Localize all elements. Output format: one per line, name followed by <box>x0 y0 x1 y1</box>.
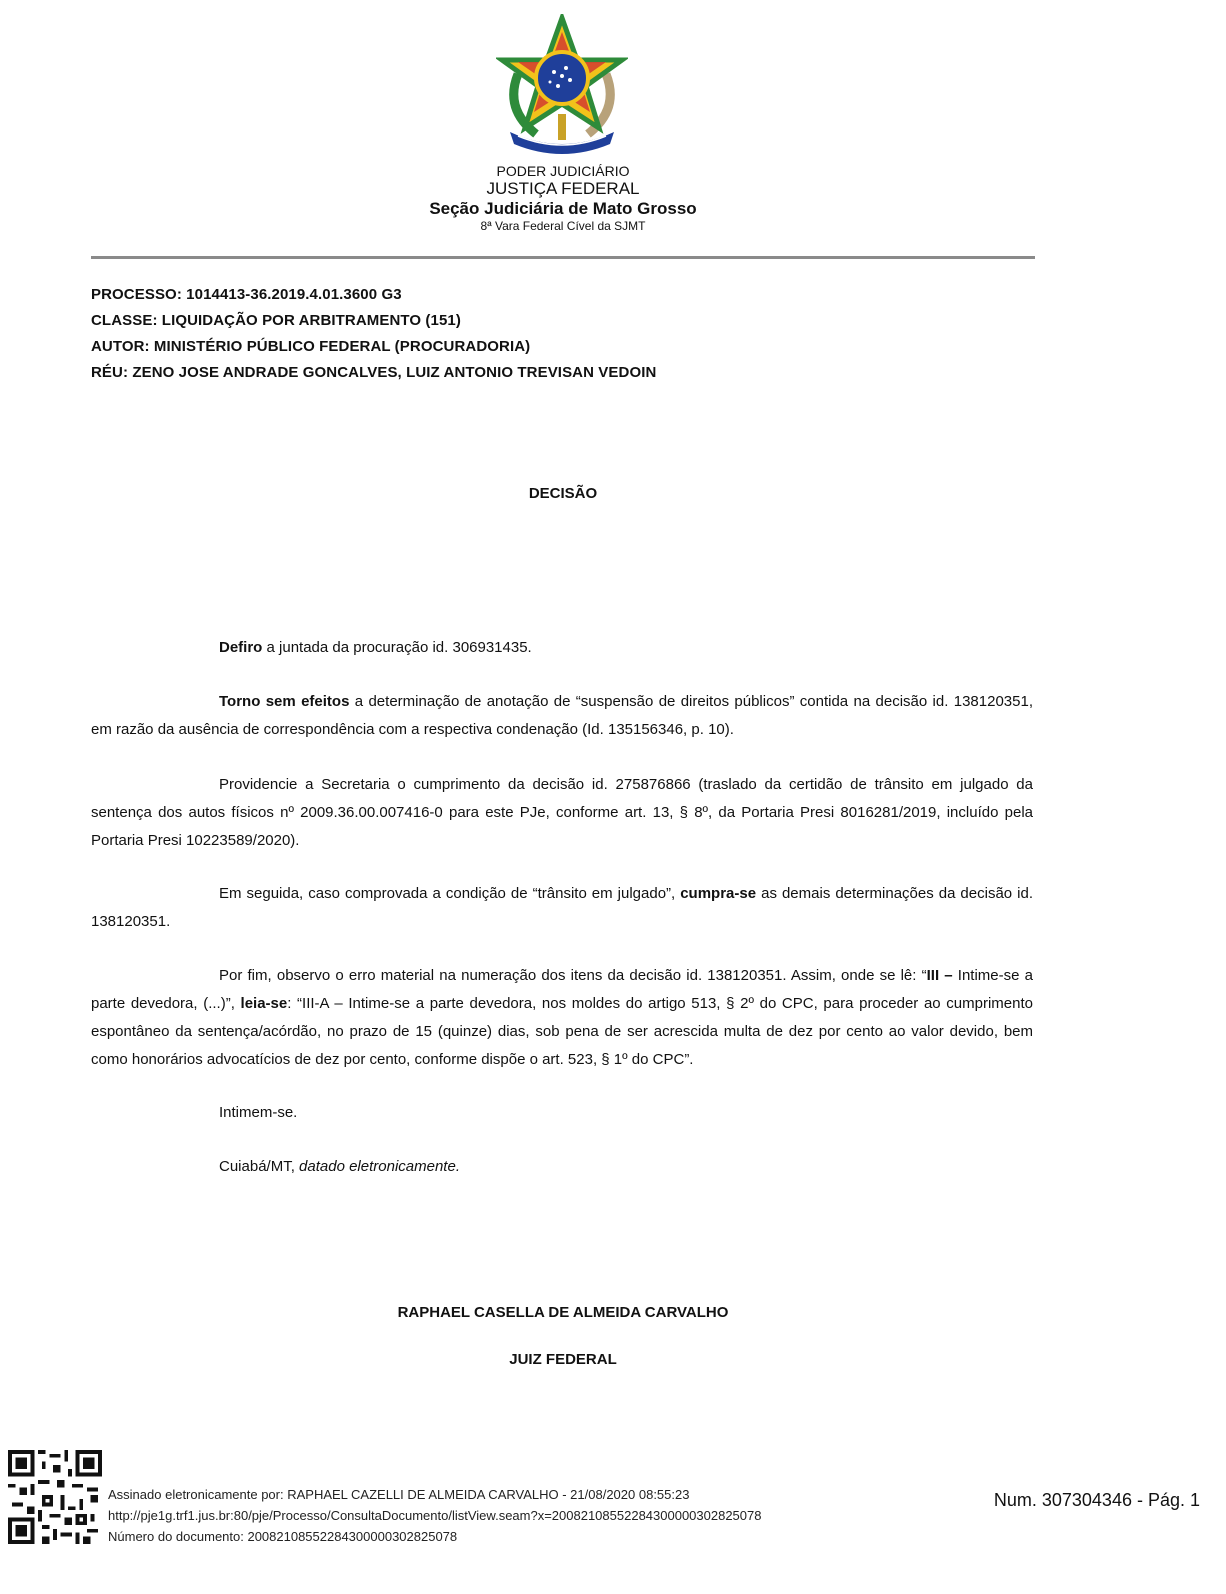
paragraph-5 <box>91 962 1033 1074</box>
p5-text-c: : “III-A – Intime-se a parte devedora, nos moldes do artigo 513, § 2º do CPC, para proceder ao cumprimento espontâneo da sentença/acórdão, no prazo de 15 (quinze) dias, sob pena de ser acrescida multa de dez por cento ao valor devido, bem como honorários advocatícios de dez por cento, conforme dispõe o art. 523, § 1º do CPC”. <box>91 995 1033 1068</box>
p5-bold-1: III – <box>926 967 953 984</box>
p5-text-b: Intime-se a parte devedora, (...)”, <box>91 967 1033 1012</box>
paragraph-2 <box>91 688 1033 744</box>
footer-url-link[interactable]: http://pje1g.trf1.jus.br:80/pje/Processo/ConsultaDocumento/listView.seam?x=20082108552284300000302825078 <box>108 1508 762 1523</box>
page-number: Num. 307304346 - Pág. 1 <box>993 1490 1200 1510</box>
paragraph-7 <box>91 1153 1033 1181</box>
paragraph-4 <box>91 880 1033 936</box>
header-line-poder: PODER JUDICIÁRIO <box>496 163 630 179</box>
p2-text: a determinação de anotação de “suspensão de direitos públicos” contida na decisão id. 138120351, em razão da ausência de correspondência com a respectiva condenação (Id. 135156346, p. 10). <box>91 693 1033 738</box>
p4-text-b: as demais determinações da decisão id. 138120351. <box>91 885 1033 930</box>
header-line-vara: 8ª Vara Federal Cível da SJMT <box>480 219 646 233</box>
case-classe: CLASSE: LIQUIDAÇÃO POR ARBITRAMENTO (151) <box>91 312 461 329</box>
p1-text: a juntada da procuração id. 306931435. <box>262 639 532 656</box>
header-divider <box>91 256 1035 259</box>
p7-text: Cuiabá/MT, <box>219 1158 300 1175</box>
p2-bold: Torno sem efeitos <box>219 693 350 710</box>
p4-bold: cumpra-se <box>680 885 757 902</box>
case-autor: AUTOR: MINISTÉRIO PÚBLICO FEDERAL (PROCURADORIA) <box>91 338 531 355</box>
case-reu: RÉU: ZENO JOSE ANDRADE GONCALVES, LUIZ ANTONIO TREVISAN VEDOIN <box>91 364 657 381</box>
document-title: DECISÃO <box>528 485 598 502</box>
p3-text: Providencie a Secretaria o cumprimento da decisão id. 275876866 (traslado da certidão de trânsito em julgado da sentença dos autos físicos nº 2009.36.00.007416-0 para este PJe, conforme art. 13, § 8º, da Portaria Presi 8016281/2019, incluído pela Portaria Presi 10223589/2020). <box>91 776 1033 849</box>
paragraph-6 <box>91 1099 1033 1127</box>
case-processo: PROCESSO: 1014413-36.2019.4.01.3600 G3 <box>91 286 402 303</box>
p5-bold-2: leia-se <box>240 995 288 1012</box>
paragraph-3 <box>91 771 1033 855</box>
p6-text: Intimem-se. <box>219 1104 298 1121</box>
signature-name: RAPHAEL CASELLA DE ALMEIDA CARVALHO <box>397 1304 729 1321</box>
paragraph-1 <box>91 634 1033 662</box>
p1-bold: Defiro <box>219 639 263 656</box>
p5-text-a: Por fim, observo o erro material na numeração dos itens da decisão id. 138120351. Assim, onde se lê: “ <box>219 967 927 984</box>
footer-document-number: Número do documento: 20082108552284300000302825078 <box>108 1529 458 1544</box>
header-line-justica: JUSTIÇA FEDERAL <box>486 179 640 198</box>
p4-text-a: Em seguida, caso comprovada a condição de “trânsito em julgado”, <box>219 885 681 902</box>
signature-title: JUIZ FEDERAL <box>509 1351 617 1368</box>
p7-italic: datado eletronicamente. <box>299 1158 460 1175</box>
coat-of-arms-icon <box>496 14 628 156</box>
footer-signed-by: Assinado eletronicamente por: RAPHAEL CAZELLI DE ALMEIDA CARVALHO - 21/08/2020 08:55:23 <box>108 1487 690 1502</box>
qr-code-icon[interactable] <box>8 1450 102 1544</box>
header-line-secao: Seção Judiciária de Mato Grosso <box>429 199 697 218</box>
